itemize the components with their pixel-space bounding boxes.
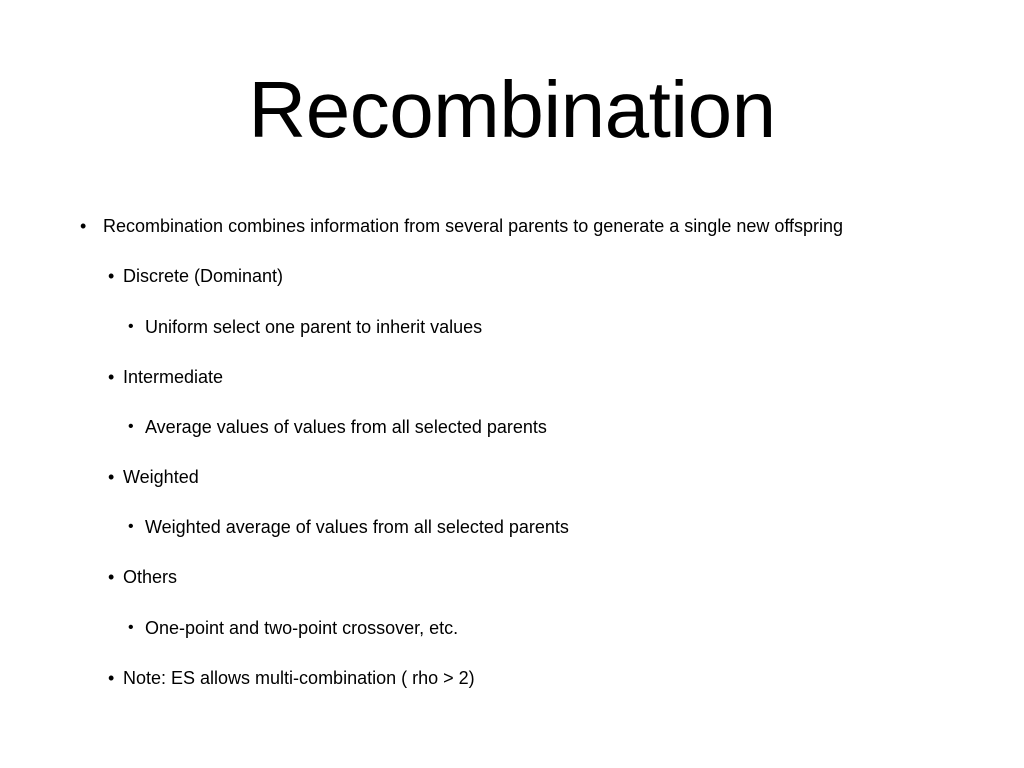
bullet-dot: • — [80, 216, 87, 236]
bullet-text: Uniform select one parent to inherit values — [145, 317, 483, 337]
bullet-item — [108, 565, 708, 589]
bullet-dot: • — [128, 518, 134, 535]
bullet-dot: • — [108, 567, 115, 587]
bullet-dot: • — [128, 619, 134, 636]
bullet-dot: • — [128, 418, 134, 435]
bullet-item — [108, 666, 708, 690]
bullet-dot: • — [108, 467, 115, 487]
bullet-item — [108, 264, 708, 288]
bullet-dot: • — [128, 318, 134, 335]
bullet-text: Recombination combines information from several parents to generate a single new offspring — [103, 216, 844, 236]
bullet-dot: • — [108, 668, 115, 688]
bullet-dot: • — [108, 266, 115, 286]
bullet-item — [108, 465, 708, 489]
bullet-text: Intermediate — [123, 367, 224, 387]
bullet-item — [80, 214, 980, 238]
bullet-item — [128, 515, 728, 539]
bullet-text: Others — [123, 567, 178, 587]
bullet-item — [128, 315, 728, 339]
bullet-item — [128, 415, 728, 439]
bullet-text: One-point and two-point crossover, etc. — [145, 618, 459, 638]
bullet-text: Discrete (Dominant) — [123, 266, 284, 286]
bullet-text: Note: ES allows multi-combination ( rho > 2) — [123, 668, 475, 688]
bullet-text: Weighted average of values from all selected parents — [145, 517, 569, 537]
bullet-text: Average values of values from all selected parents — [145, 417, 547, 437]
bullet-item — [128, 616, 728, 640]
bullet-dot: • — [108, 367, 115, 387]
bullet-item — [108, 365, 708, 389]
slide-title: Recombination — [248, 65, 776, 154]
bullet-text: Weighted — [123, 467, 199, 487]
